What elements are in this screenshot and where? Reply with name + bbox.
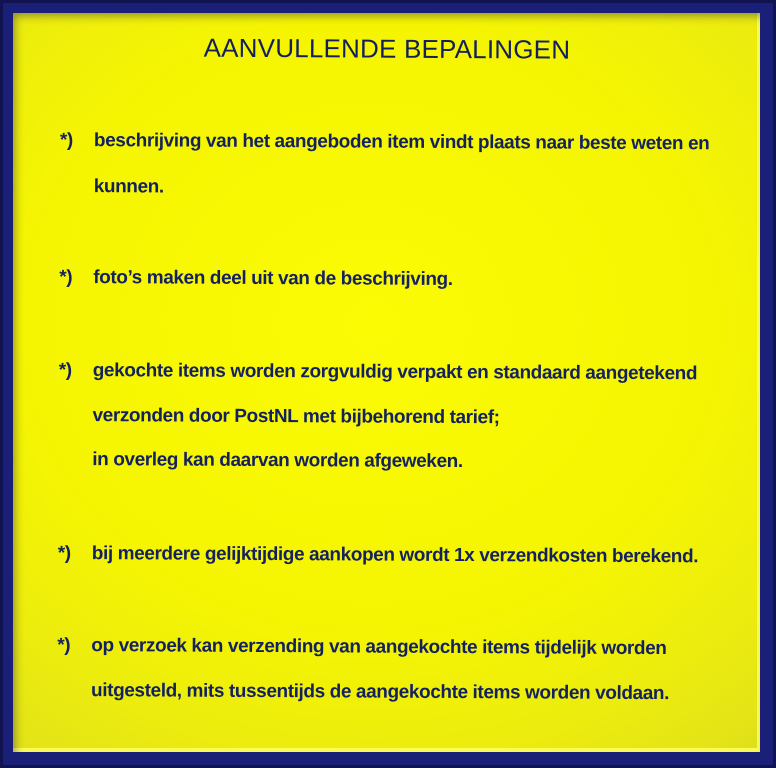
bullet-5-line-2: [91, 680, 669, 705]
bullet-marker: *): [57, 634, 71, 656]
bullet-5-line-1: [57, 635, 666, 660]
bullet-marker: *): [57, 542, 71, 564]
bullet-marker: *): [59, 129, 73, 151]
bullet-marker: *): [58, 359, 72, 381]
bullet-1-line-1: [60, 130, 710, 155]
bullet-text: verzonden door PostNL met bijbehorend tarief;: [92, 405, 500, 429]
bullet-text: gekochte items worden zorgvuldig verpakt en standaard aangetekend: [92, 360, 698, 385]
bullet-1-line-2: [94, 176, 164, 198]
bullet-3-line-2: [92, 405, 499, 429]
bullet-marker: *): [59, 266, 73, 288]
bullet-text: op verzoek kan verzending van aangekochte items tijdelijk worden: [91, 635, 667, 660]
bullet-4-line-1: [58, 543, 698, 568]
bullet-text: uitgesteld, mits tussentijds de aangekochte items worden voldaan.: [91, 680, 670, 705]
notice-title: AANVULLENDE BEPALINGEN: [203, 32, 571, 65]
notice-content: [10, 13, 761, 756]
bullet-text: foto’s maken deel uit van de beschrijving.: [93, 267, 453, 290]
bullet-3-line-3: [92, 449, 463, 473]
bullet-2-line-1: [59, 267, 453, 291]
bullet-text: bij meerdere gelijktijdige aankopen wordt 1x verzendkosten berekend.: [91, 543, 699, 568]
notice-paper: [13, 13, 760, 752]
bullet-text: kunnen.: [93, 176, 164, 198]
bullet-text: in overleg kan daarvan worden afgeweken.: [92, 449, 463, 473]
bullet-text: beschrijving van het aangeboden item vindt plaats naar beste weten en: [93, 130, 710, 155]
bullet-3-line-1: [59, 360, 697, 385]
